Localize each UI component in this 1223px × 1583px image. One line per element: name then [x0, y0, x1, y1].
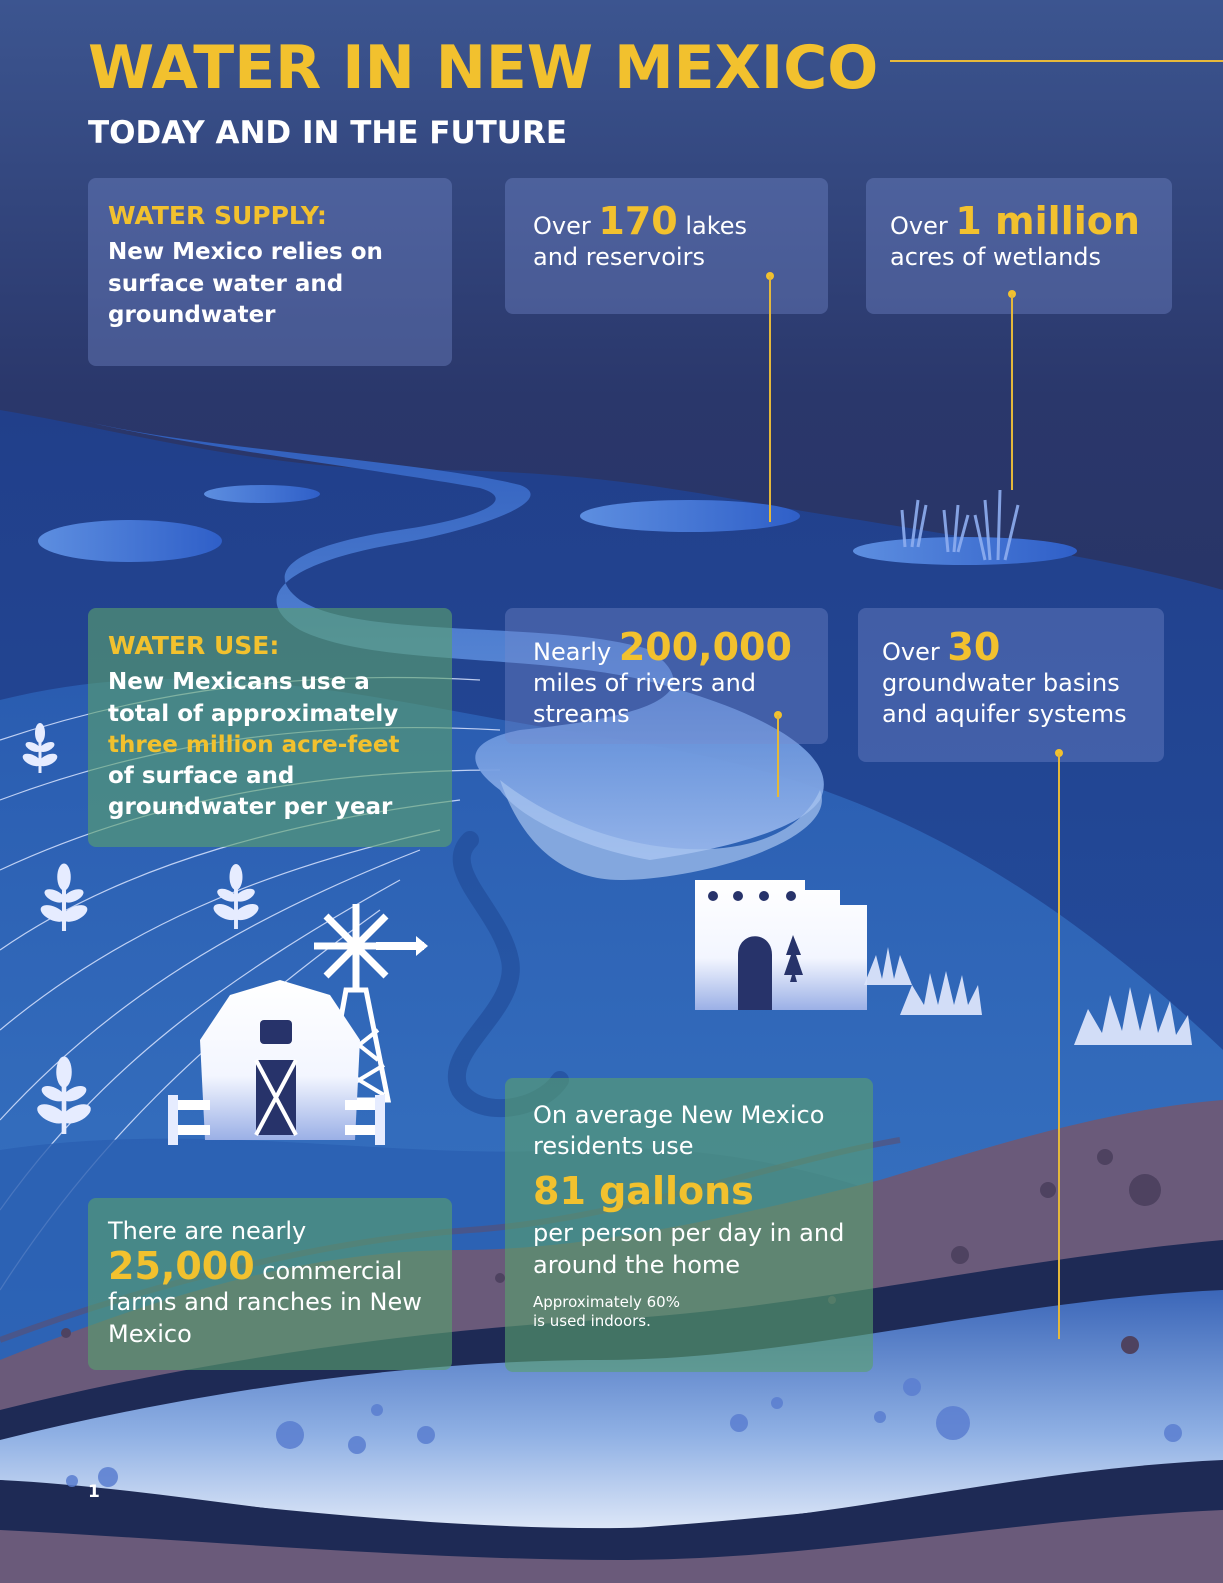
lakes-suffix: lakes	[685, 212, 748, 240]
water-use-highlight: three million acre-feet	[108, 731, 400, 758]
groundwater-prefix: Over	[882, 638, 940, 666]
rivers-pointer-line	[777, 715, 779, 797]
groundwater-text: groundwater basins and aquifer systems	[882, 669, 1127, 729]
water-supply-label: WATER SUPPLY:	[108, 201, 327, 230]
wetlands-number: 1 million	[955, 199, 1140, 243]
rivers-card	[505, 608, 828, 744]
rivers-prefix: Nearly	[533, 638, 612, 666]
groundwater-number: 30	[947, 625, 1001, 669]
wetlands-prefix: Over	[890, 212, 948, 240]
residential-note-line2: is used indoors.	[533, 1312, 651, 1331]
groundwater-pointer-line	[1058, 753, 1060, 1339]
wetlands-pointer-line	[1011, 294, 1013, 490]
lakes-number: 170	[598, 199, 678, 243]
page-number: 1	[88, 1482, 100, 1502]
wetlands-line2: acres of wetlands	[890, 243, 1102, 272]
residential-text-before: On average New Mexico residents use	[533, 1101, 825, 1161]
farms-card	[88, 1198, 452, 1370]
farms-suffix: commercial	[262, 1257, 403, 1286]
rivers-text: miles of rivers and streams	[533, 669, 757, 729]
water-supply-text: New Mexico relies on surface water and groundwater	[108, 239, 383, 328]
wetlands-card	[866, 178, 1172, 314]
title-divider	[890, 60, 1223, 62]
farms-text: farms and ranches in New Mexico	[108, 1288, 422, 1348]
lakes-prefix: Over	[533, 212, 591, 240]
water-supply-card	[88, 178, 452, 366]
residential-note-line1: Approximately 60%	[533, 1292, 680, 1311]
rivers-number: 200,000	[618, 625, 792, 669]
groundwater-card	[858, 608, 1164, 762]
residential-number: 81 gallons	[533, 1169, 754, 1214]
page-subtitle: TODAY AND IN THE FUTURE	[88, 115, 568, 151]
page-title: WATER IN NEW MEXICO	[88, 33, 879, 103]
water-use-card	[88, 608, 452, 847]
residential-use-card	[505, 1078, 873, 1372]
lakes-card	[505, 178, 828, 314]
farms-prefix: There are nearly	[108, 1217, 307, 1245]
lakes-pointer-line	[769, 276, 771, 522]
lakes-line2: and reservoirs	[533, 243, 705, 272]
residential-text-after: per person per day in and around the home	[533, 1219, 845, 1279]
water-use-text-after: of surface and groundwater per year	[108, 763, 393, 821]
farms-number: 25,000	[108, 1244, 255, 1289]
water-use-label: WATER USE:	[108, 631, 280, 660]
water-use-text-before: New Mexicans use a total of approximately	[108, 669, 399, 727]
